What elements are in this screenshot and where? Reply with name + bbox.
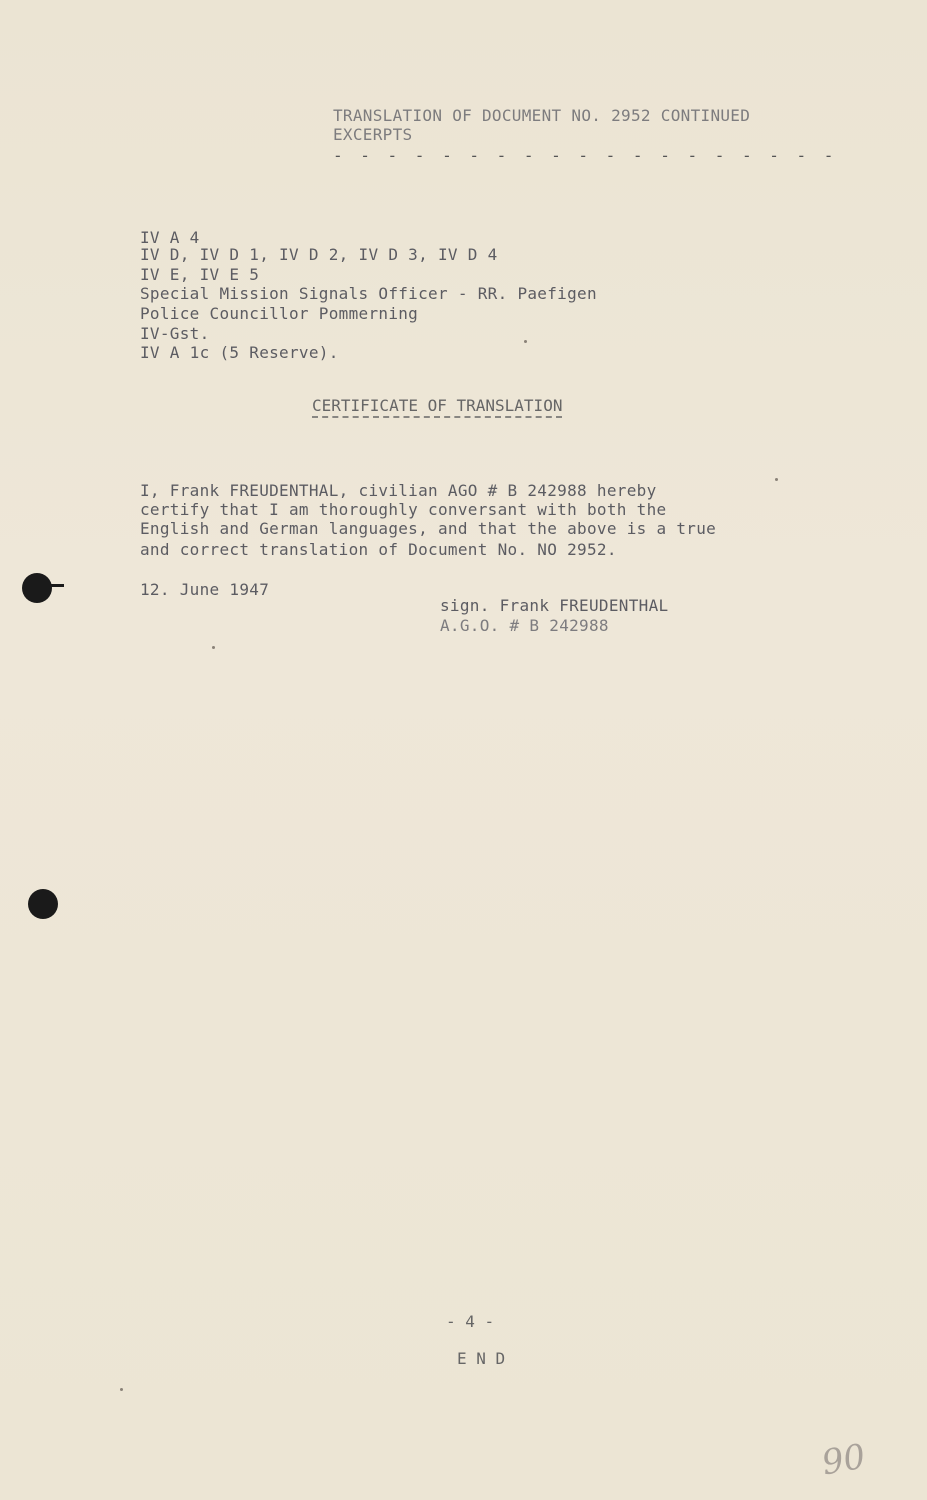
document-heading: TRANSLATION OF DOCUMENT NO. 2952 CONTINUED bbox=[333, 106, 751, 125]
handwritten-folio-number: 90 bbox=[818, 1436, 869, 1484]
list-item: IV A 4 bbox=[140, 228, 200, 247]
document-subheading: EXCERPTS bbox=[333, 125, 413, 144]
certificate-paragraph-line: English and German languages, and that the above is a true bbox=[140, 519, 717, 538]
list-item: IV-Gst. bbox=[140, 324, 210, 343]
punch-hole bbox=[28, 889, 58, 919]
paper-speck bbox=[212, 646, 215, 649]
end-marker: E N D bbox=[457, 1349, 506, 1368]
list-item: IV A 1c (5 Reserve). bbox=[140, 343, 339, 362]
punch-hole-tear bbox=[46, 584, 64, 587]
signature-ago-number: A.G.O. # B 242988 bbox=[440, 616, 609, 635]
certificate-date: 12. June 1947 bbox=[140, 580, 270, 599]
page-number: - 4 - bbox=[446, 1312, 495, 1331]
list-item: IV E, IV E 5 bbox=[140, 265, 260, 284]
certificate-paragraph-line: and correct translation of Document No. NO 2952. bbox=[140, 540, 617, 559]
certificate-title: CERTIFICATE OF TRANSLATION bbox=[312, 396, 563, 415]
heading-dash-rule: - - - - - - - - - - - - - - - - - - - bbox=[333, 146, 838, 165]
punch-hole bbox=[22, 573, 52, 603]
list-item: IV D, IV D 1, IV D 2, IV D 3, IV D 4 bbox=[140, 245, 498, 264]
list-item: Police Councillor Pommerning bbox=[140, 304, 419, 323]
paper-speck bbox=[524, 340, 527, 343]
certificate-paragraph-line: I, Frank FREUDENTHAL, civilian AGO # B 242988 hereby bbox=[140, 481, 657, 500]
list-item: Special Mission Signals Officer - RR. Paefigen bbox=[140, 284, 597, 303]
paper-speck bbox=[120, 1388, 123, 1391]
paper-speck bbox=[775, 478, 778, 481]
signature-line: sign. Frank FREUDENTHAL bbox=[440, 596, 669, 615]
certificate-paragraph-line: certify that I am thoroughly conversant with both the bbox=[140, 500, 667, 519]
